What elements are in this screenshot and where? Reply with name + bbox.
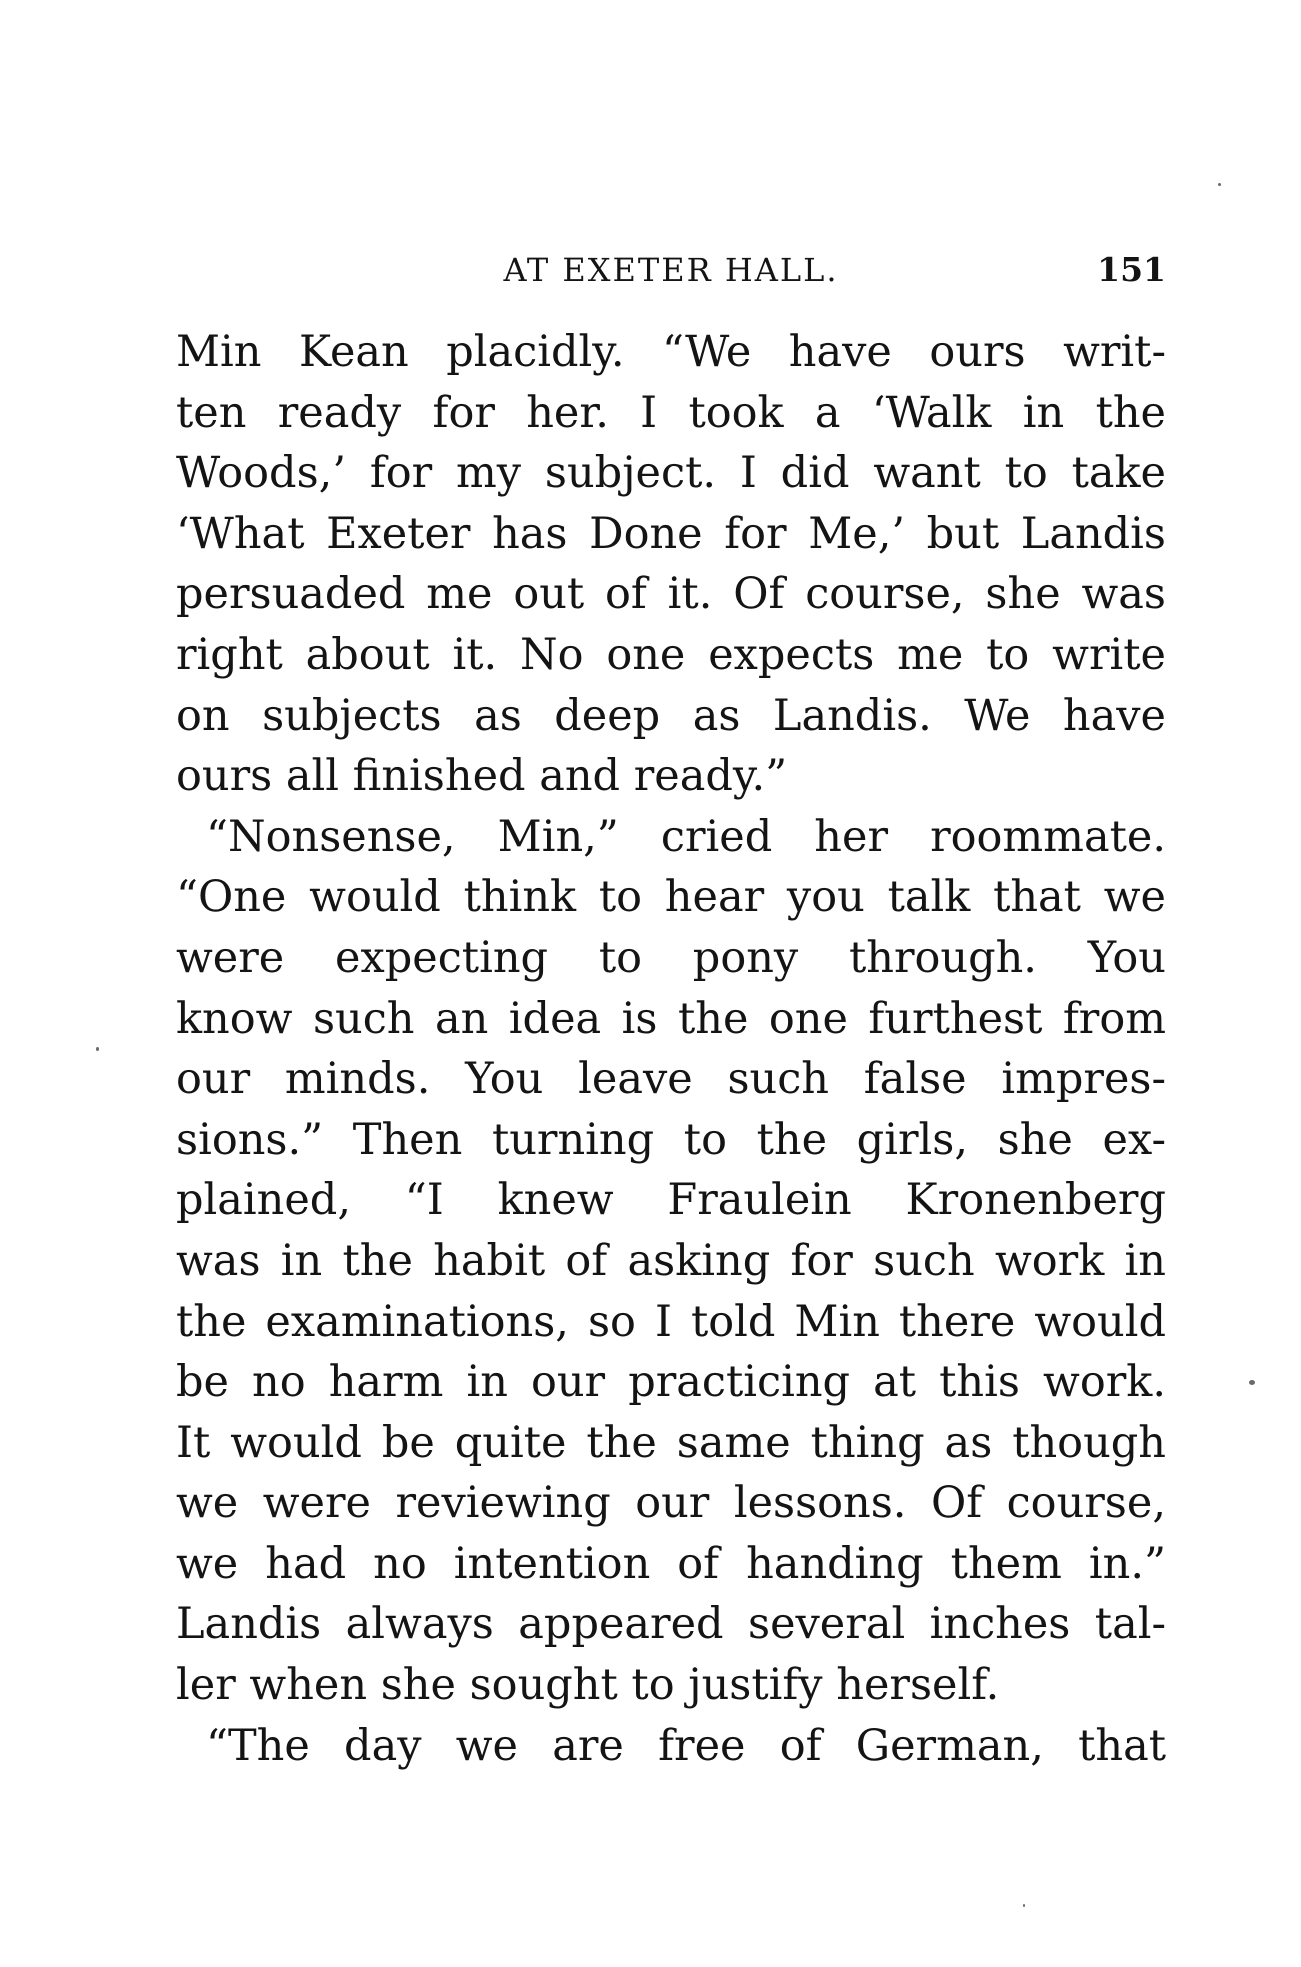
text-line-8: ours all finished and ready.”: [176, 751, 788, 802]
text-line-1: Min Kean placidly. “We have ours writ-: [176, 327, 1166, 377]
text-line-13: our minds. You leave such false impres-: [176, 1054, 1166, 1105]
text-line-14: sions.” Then turning to the girls, she ex-: [176, 1114, 1166, 1165]
text-line-3: Woods,’ for my subject. I did want to take: [176, 448, 1166, 499]
text-line-15: plained, “I knew Fraulein Kronenberg: [176, 1175, 1166, 1226]
text-line-23: ler when she sought to justify herself.: [176, 1660, 1000, 1711]
text-line-9: “Nonsense, Min,” cried her roommate.: [206, 811, 1166, 862]
text-line-4: ‘What Exeter has Done for Me,’ but Landis: [176, 508, 1166, 559]
text-line-24: “The day we are free of German, that: [206, 1720, 1166, 1771]
text-line-11: were expecting to pony through. You: [176, 932, 1166, 983]
text-line-16: was in the habit of asking for such work in: [176, 1235, 1166, 1286]
text-line-10: “One would think to hear you talk that we: [176, 872, 1166, 923]
scan-speck: [1023, 1904, 1025, 1907]
text-line-6: right about it. No one expects me to write: [176, 629, 1166, 680]
text-line-21: we had no intention of handing them in.”: [176, 1538, 1166, 1589]
text-line-17: the examinations, so I told Min there would: [176, 1296, 1166, 1347]
running-title: AT EXETER HALL.: [503, 251, 839, 289]
running-head: [176, 240, 1166, 300]
scan-speck: [1249, 1380, 1255, 1385]
text-line-19: It would be quite the same thing as though: [176, 1417, 1166, 1468]
body-text: [176, 322, 1166, 1776]
page-number: 151: [1097, 250, 1166, 289]
text-line-2: ten ready for her. I took a ‘Walk in the: [176, 387, 1166, 438]
text-line-12: know such an idea is the one furthest from: [176, 993, 1166, 1044]
text-line-22: Landis always appeared several inches tal-: [176, 1599, 1166, 1650]
text-line-5: persuaded me out of it. Of course, she was: [176, 569, 1166, 620]
text-line-7: on subjects as deep as Landis. We have: [176, 690, 1166, 741]
text-line-18: be no harm in our practicing at this work.: [176, 1357, 1166, 1408]
text-line-20: we were reviewing our lessons. Of course,: [176, 1478, 1166, 1529]
scan-speck: [1218, 183, 1221, 186]
scan-speck: [96, 1047, 99, 1051]
